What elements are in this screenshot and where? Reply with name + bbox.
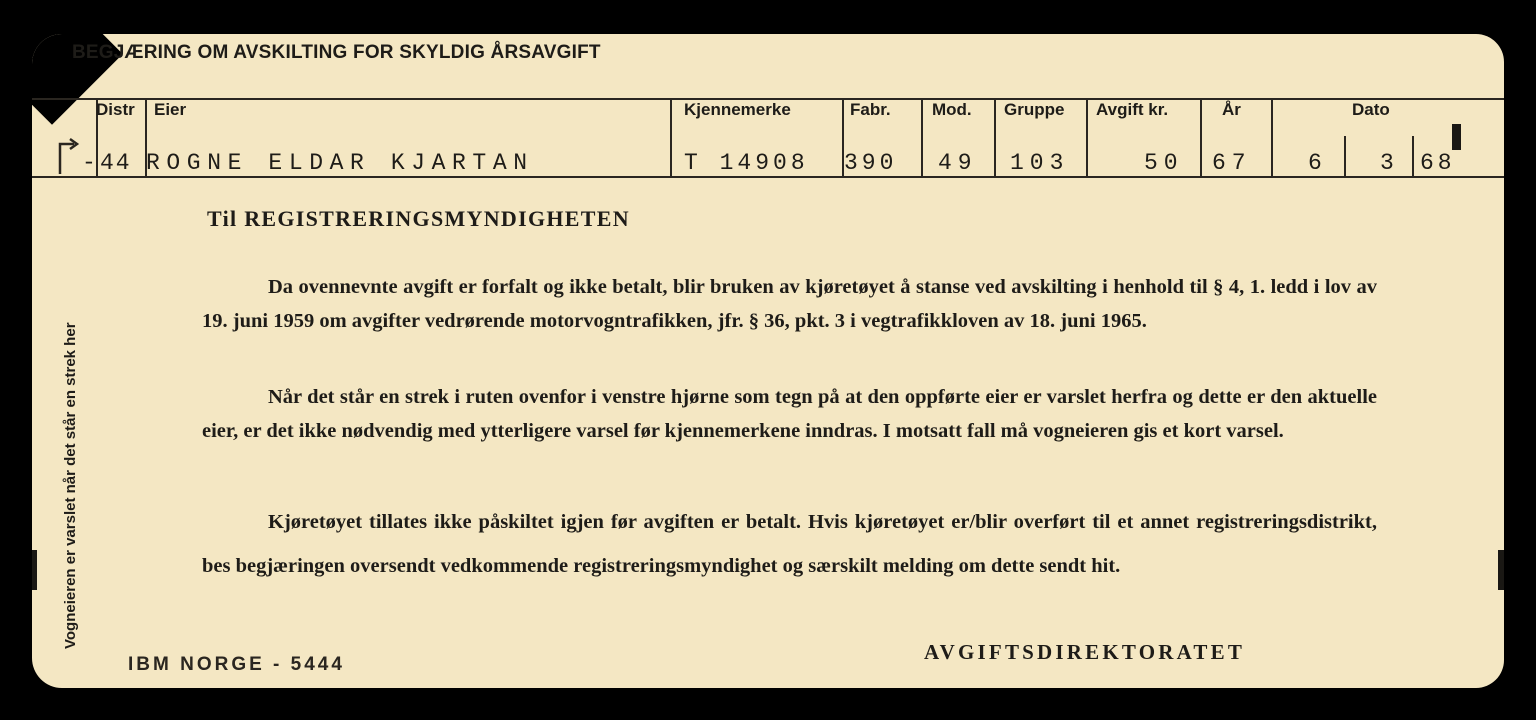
cell-dato-month: 3	[1380, 150, 1399, 176]
form-number: IBM NORGE - 5444	[128, 654, 345, 675]
dato-divider-1	[1344, 136, 1346, 178]
registration-card	[32, 34, 1504, 688]
table-bottom-line	[32, 176, 1504, 178]
col-divider-mod	[921, 98, 923, 178]
col-header-kjennemerke: Kjennemerke	[684, 100, 791, 119]
punch-mark	[1452, 124, 1461, 150]
col-header-eier: Eier	[154, 100, 187, 119]
cell-eier: ROGNE ELDAR KJARTAN	[146, 150, 534, 176]
col-divider-kjennemerke	[670, 98, 672, 178]
form-title: BEGJÆRING OM AVSKILTING FOR SKYLDIG ÅRSAVGIFT	[72, 42, 601, 63]
col-divider-dato	[1271, 98, 1273, 178]
col-divider-avgift	[1086, 98, 1088, 178]
side-notice-text: Vogneieren er varslet når det står en strek her	[62, 322, 79, 649]
dato-divider-2	[1412, 136, 1414, 178]
issuer-name: AVGIFTSDIREKTORATET	[924, 640, 1246, 664]
col-header-gruppe: Gruppe	[1004, 100, 1065, 119]
cell-gruppe: 103	[1010, 150, 1070, 176]
col-header-ar: År	[1222, 100, 1241, 119]
paragraph-1: Da ovennevnte avgift er forfalt og ikke betalt, blir bruken av kjøretøyet å stanse ved avskilting i henhold til § 4, 1. ledd i lov av 19. juni 1959 om avgifter vedrørende motorvogntrafikken, jfr. § 36, pkt. 3 i vegtrafikkloven av 18. juni 1965.	[202, 276, 1377, 332]
paragraph-2: Når det står en strek i ruten ovenfor i venstre hjørne som tegn på at den oppførte eier er varslet herfra og dette er den aktuelle eier, er det ikke nødvendig med ytterligere varsel før kjennemerkene inndras. I motsatt fall må vogneieren gis et kort varsel.	[202, 386, 1377, 442]
cell-dato-year: 68	[1420, 150, 1456, 176]
col-divider-gruppe	[994, 98, 996, 178]
edge-mark-right	[1498, 550, 1504, 590]
col-header-distr: Distr	[96, 100, 135, 119]
edge-mark-left	[32, 550, 37, 590]
col-header-avgift: Avgift kr.	[1096, 100, 1169, 119]
notified-marker: -	[82, 150, 96, 176]
col-header-mod: Mod.	[932, 100, 972, 119]
cell-dato-day: 6	[1308, 150, 1327, 176]
cell-kjennemerke: T 14908	[684, 150, 809, 176]
col-divider-ar	[1200, 98, 1202, 178]
cell-avgift: 50	[1144, 150, 1184, 176]
cell-ar: 67	[1212, 150, 1252, 176]
cell-distr: 44	[100, 150, 132, 176]
cell-fabr: 390	[844, 150, 898, 176]
cell-mod: 49	[938, 150, 978, 176]
body-heading: Til REGISTRERINGSMYNDIGHETEN	[207, 206, 630, 231]
paragraph-3: Kjøretøyet tillates ikke påskiltet igjen før avgiften er betalt. Hvis kjøretøyet er/blir overført til et annet registreringsdistrikt, bes begjæringen oversendt vedkommende registreringsmyndighet og særskilt melding om dette sendt hit.	[202, 511, 1377, 577]
arrow-up-right-icon	[54, 134, 80, 174]
col-header-dato: Dato	[1352, 100, 1390, 119]
col-header-fabr: Fabr.	[850, 100, 891, 119]
